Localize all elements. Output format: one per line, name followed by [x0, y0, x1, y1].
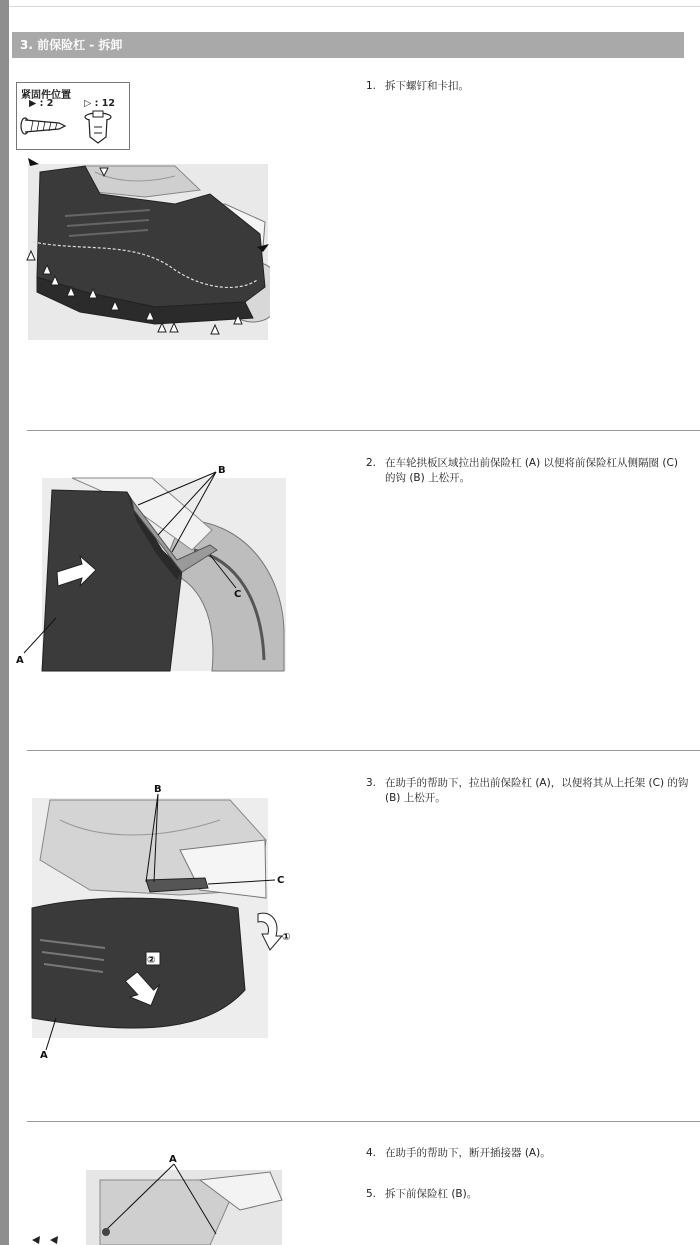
step-number: 4.: [366, 1147, 377, 1159]
clip-icon: [81, 107, 115, 147]
fastener-legend: [16, 82, 130, 150]
callout-a: A: [40, 1050, 48, 1061]
callout-b: B: [218, 465, 226, 476]
callout-step-2: ②: [147, 955, 156, 966]
callout-a: A: [169, 1154, 177, 1165]
callout-b: B: [154, 784, 162, 795]
screw-count: ▶ : 2: [29, 98, 54, 109]
top-rule: [9, 6, 700, 7]
figure-upper-bracket-hooks: [30, 780, 300, 1062]
screw-icon: [19, 115, 67, 137]
callout-step-1: ①: [282, 932, 291, 943]
step-2: [366, 456, 691, 486]
step-number: 2.: [366, 457, 377, 469]
step-text: 在车轮拱板区域拉出前保险杠 (A) 以便将前保险杠从侧隔圈 (C) 的钩 (B) 上松开。: [385, 457, 678, 484]
figure-wheel-arch-hooks: [12, 460, 287, 675]
step-text: 在助手的帮助下，拉出前保险杠 (A)，以便将其从上托架 (C) 的钩 (B) 上松开。: [385, 777, 689, 804]
left-margin-rail: [0, 0, 9, 1245]
step-1: [366, 79, 691, 94]
step-3: [366, 776, 691, 806]
step-number: 1.: [366, 80, 377, 92]
step-text: 拆下前保险杠 (B)。: [385, 1188, 478, 1200]
callout-c: C: [234, 589, 242, 600]
step-number: 5.: [366, 1188, 377, 1200]
step-4: [366, 1146, 691, 1161]
figure-bumper-fasteners: [25, 152, 270, 344]
callout-c: C: [277, 875, 285, 886]
step-divider: [27, 430, 700, 431]
legend-title: 紧固件位置: [21, 90, 71, 101]
clip-count: ▷ : 12: [84, 98, 115, 109]
section-title: 3. 前保险杠 - 拆卸: [12, 32, 684, 58]
figure-connector: [30, 1150, 290, 1245]
step-divider: [27, 750, 700, 751]
callout-a: A: [16, 655, 24, 666]
step-number: 3.: [366, 777, 377, 789]
step-5: [366, 1187, 691, 1202]
step-text: 拆下螺钉和卡扣。: [385, 80, 469, 92]
step-text: 在助手的帮助下，断开插接器 (A)。: [385, 1147, 551, 1159]
step-divider: [27, 1121, 700, 1122]
